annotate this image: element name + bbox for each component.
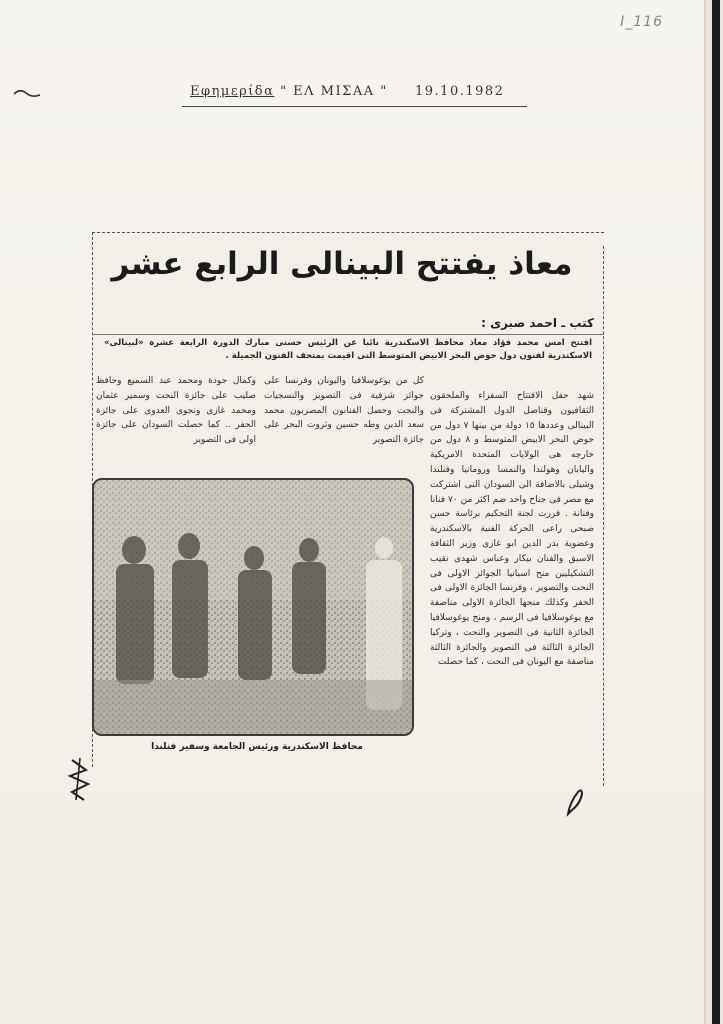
article-photo — [92, 478, 414, 736]
article-headline: معاذ يفتتح البينالى الرابع عشر — [111, 246, 573, 282]
newspaper-header — [190, 84, 504, 99]
article-lead: افتتح امس محمد فؤاد معاذ محافظ الاسكندرية نائبا عن الرئيس حسنى مبارك الدورة الرابعة عشرة «لبينالى» الاسكندرية لفنون دول حوض البحر الابيض المتوسط التى اقيمت بمتحف الفنون الجميلة . — [104, 338, 592, 361]
article-column-left: وكمال جودة ومحمد عبد السميع وحافظ صليب على جائزة النحت وسمير عثمان ومحمد غازى ونجوى العدوى على جائزة الحفر .. كما حصلت السودان على جائزة اولى فى التصوير — [96, 376, 256, 446]
newspaper-name: " ΕΛ ΜΙΣΑΑ " — [280, 84, 388, 99]
pen-scribble-mark — [12, 86, 42, 98]
publication-date: 19.10.1982 — [415, 84, 505, 99]
clipping-border-right — [603, 246, 604, 786]
article-column-middle: كل من يوغوسلافيا واليونان وفرنسا على جوائز شرفية فى التصوير والنسجيات والنحت وحصل الفنانون المصريون محمد سعد الدين وطه حسين وثروت البحر على جائزة التصوير — [264, 376, 424, 446]
source-label: Εφημερίδα — [190, 84, 275, 99]
byline-divider — [92, 334, 604, 335]
binding-strip — [712, 0, 720, 1024]
photo-image — [94, 480, 412, 734]
clipping-border-top — [92, 232, 604, 233]
handwritten-mark-icon — [66, 756, 96, 802]
reference-number: I_116 — [620, 14, 663, 30]
newspaper-clipping — [92, 232, 604, 788]
handwritten-tick-icon — [564, 786, 586, 818]
article-byline: كتب ـ احمد صبرى : — [481, 316, 594, 330]
article-column-right: شهد حفل الافتتاح السفراء والملحقون الثقافيون وقناصل الدول المشتركة فى البينالى وعددها ١٥ دولة من بينها ٧ دول من حوض البحر الابيض المتوسط و ٨ دول من خارجه هى الولايات المتحدة الامريكية واليابان وهولندا والنمسا ورومانيا وفنلندا وشيلى بالاضافة الى السودان التى اشتركت مع مصر فى جناح واحد ضم اكثر من ٧٠ فنانا وفنانة . قررت لجنة التحكيم برئاسة حسن صبحى راعى الحركة الفنية بالاسكندرية وعضوية بدر الدين ابو غازى وزير الثقافة الاسبق والفنان بيكار وعباس شهدى نقيب التشكيليين منح اسبانيا الجوائز الاولى فى النحت والتصوير ، وفرنسا الجائزة الاولى فى الحفر وكذلك منحها الجائزة الاولى مناصفة مع يوغوسلافيا فى الرسم ، ومنح يوغوسلافيا الجائزة الثانية فى التصوير والنحت ، وتركيا الجائزة الثالثة فى التصوير والجائزة الثالثة مناصفة مع اليونان فى النحت ، كما حصلت — [430, 391, 594, 668]
header-underline — [182, 106, 527, 107]
page-edge — [706, 0, 723, 1024]
photo-caption: محافظ الاسكندرية ورئيس الجامعة وسفير فنلندا — [151, 742, 363, 752]
